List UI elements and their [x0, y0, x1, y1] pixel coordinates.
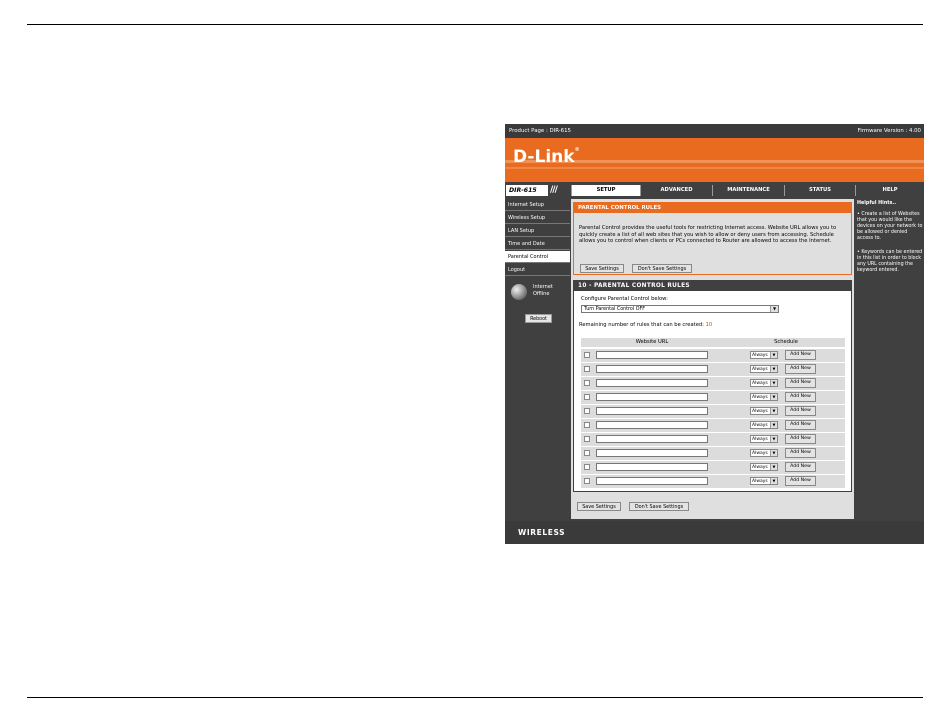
tab-maintenance[interactable]: MAINTENANCE — [712, 185, 784, 196]
main-nav — [505, 184, 924, 197]
model-slash-decoration: /// — [550, 185, 557, 195]
table-row — [581, 377, 845, 390]
model-badge: DIR-615 — [506, 185, 548, 196]
save-settings-button[interactable]: Save Settings — [580, 264, 624, 273]
table-row — [581, 363, 845, 376]
product-page-label: Product Page : DIR-615 — [509, 128, 571, 134]
sidebar-item-wireless-setup[interactable]: Wireless Setup — [505, 212, 570, 224]
schedule-select[interactable] — [750, 463, 778, 471]
website-url-input[interactable] — [596, 421, 708, 429]
sidebar — [505, 199, 570, 519]
schedule-value: Always — [752, 465, 768, 470]
rule-enable-checkbox[interactable] — [584, 366, 590, 372]
website-url-input[interactable] — [596, 407, 708, 415]
intro-section — [573, 202, 852, 275]
tab-help[interactable]: HELP — [855, 185, 924, 196]
configure-label: Configure Parental Control below: — [581, 296, 668, 302]
schedule-value: Always — [752, 367, 768, 372]
website-url-input[interactable] — [596, 435, 708, 443]
add-new-schedule-button[interactable]: Add New — [785, 462, 816, 472]
schedule-select[interactable] — [750, 449, 778, 457]
rule-enable-checkbox[interactable] — [584, 436, 590, 442]
sidebar-item-internet-setup[interactable]: Internet Setup — [505, 199, 570, 211]
schedule-select[interactable] — [750, 407, 778, 415]
rule-enable-checkbox[interactable] — [584, 352, 590, 358]
chevron-down-icon: ▼ — [770, 352, 777, 358]
sidebar-item-logout[interactable]: Logout — [505, 264, 570, 276]
add-new-schedule-button[interactable]: Add New — [785, 406, 816, 416]
router-admin-screenshot — [505, 124, 924, 544]
table-row — [581, 461, 845, 474]
top-bar — [505, 124, 924, 138]
column-header-url: Website URL — [635, 339, 669, 345]
main-content — [571, 199, 854, 519]
tab-status[interactable]: STATUS — [784, 185, 855, 196]
logo-registered-mark: ® — [574, 147, 580, 153]
schedule-select[interactable] — [750, 477, 778, 485]
hints-title: Helpful Hints.. — [857, 201, 897, 206]
rule-enable-checkbox[interactable] — [584, 380, 590, 386]
website-url-input[interactable] — [596, 393, 708, 401]
website-url-input[interactable] — [596, 365, 708, 373]
table-row — [581, 405, 845, 418]
schedule-value: Always — [752, 353, 768, 358]
add-new-schedule-button[interactable]: Add New — [785, 378, 816, 388]
table-row — [581, 475, 845, 488]
schedule-value: Always — [752, 409, 768, 414]
helpful-hints-panel — [855, 199, 924, 519]
rule-enable-checkbox[interactable] — [584, 478, 590, 484]
chevron-down-icon: ▼ — [770, 436, 777, 442]
website-url-input[interactable] — [596, 463, 708, 471]
rule-enable-checkbox[interactable] — [584, 450, 590, 456]
schedule-value: Always — [752, 381, 768, 386]
sidebar-item-time-and-date[interactable]: Time and Date — [505, 238, 570, 250]
sidebar-item-parental-control[interactable]: Parental Control — [505, 251, 570, 263]
remaining-rules-label: Remaining number of rules that can be created: — [579, 322, 704, 328]
dont-save-settings-bottom-button[interactable]: Don't Save Settings — [629, 502, 689, 511]
chevron-down-icon: ▼ — [770, 422, 777, 428]
schedule-select[interactable] — [750, 393, 778, 401]
chevron-down-icon: ▼ — [770, 394, 777, 400]
add-new-schedule-button[interactable]: Add New — [785, 448, 816, 458]
page-bottom-rule — [27, 697, 923, 698]
table-row — [581, 433, 845, 446]
table-row — [581, 349, 845, 362]
hint-text: • Create a list of Websites that you would like the devices on your network to be allowed or denied access to. — [857, 212, 923, 241]
parental-mode-select[interactable] — [581, 305, 779, 313]
schedule-select[interactable] — [750, 379, 778, 387]
chevron-down-icon: ▼ — [770, 464, 777, 470]
schedule-select[interactable] — [750, 365, 778, 373]
chevron-down-icon: ▼ — [770, 380, 777, 386]
hint-text: • Keywords can be entered in this list in order to block any URL containing the keyword entered. — [857, 250, 923, 273]
rules-section — [573, 280, 852, 492]
parental-mode-value: Turn Parental Control OFF — [584, 307, 646, 312]
firmware-version-label: Firmware Version : 4.00 — [857, 128, 921, 134]
remaining-rules-count: 10 — [705, 322, 713, 328]
section-title: PARENTAL CONTROL RULES — [574, 203, 851, 213]
add-new-schedule-button[interactable]: Add New — [785, 420, 816, 430]
section-description: Parental Control provides the useful tools for restricting Internet access. Website URL allows you to quickly create a list of all web sites that you wish to allow or deny users from accessing. Schedule allows you to control when clients or PCs connected to Router are allowed to access the Internet. — [579, 225, 837, 244]
add-new-schedule-button[interactable]: Add New — [785, 364, 816, 374]
schedule-value: Always — [752, 423, 768, 428]
schedule-value: Always — [752, 437, 768, 442]
table-header — [581, 338, 845, 347]
schedule-select[interactable] — [750, 351, 778, 359]
dont-save-settings-button[interactable]: Don't Save Settings — [632, 264, 692, 273]
table-row — [581, 447, 845, 460]
rules-title: 10 - PARENTAL CONTROL RULES — [574, 281, 851, 291]
chevron-down-icon: ▼ — [770, 408, 777, 414]
website-url-input[interactable] — [596, 477, 708, 485]
table-row — [581, 419, 845, 432]
brand-banner — [505, 138, 924, 182]
table-row — [581, 391, 845, 404]
globe-icon — [511, 284, 527, 300]
schedule-value: Always — [752, 479, 768, 484]
internet-status-value: Offline — [533, 291, 550, 297]
tab-setup[interactable]: SETUP — [571, 185, 640, 196]
website-url-input[interactable] — [596, 449, 708, 457]
wireless-brand: WIRELESS — [518, 528, 566, 537]
website-url-input[interactable] — [596, 379, 708, 387]
chevron-down-icon: ▼ — [770, 306, 778, 312]
column-header-schedule: Schedule — [774, 339, 798, 345]
add-new-schedule-button[interactable]: Add New — [785, 434, 816, 444]
page-top-rule — [27, 24, 923, 25]
save-settings-bottom-button[interactable]: Save Settings — [577, 502, 621, 511]
rule-enable-checkbox[interactable] — [584, 422, 590, 428]
rule-enable-checkbox[interactable] — [584, 464, 590, 470]
dlink-logo — [513, 147, 580, 167]
schedule-select[interactable] — [750, 421, 778, 429]
tab-advanced[interactable]: ADVANCED — [640, 185, 712, 196]
website-url-input[interactable] — [596, 351, 708, 359]
banner-stripe — [505, 167, 924, 169]
add-new-schedule-button[interactable]: Add New — [785, 392, 816, 402]
chevron-down-icon: ▼ — [770, 450, 777, 456]
schedule-value: Always — [752, 451, 768, 456]
chevron-down-icon: ▼ — [770, 366, 777, 372]
rule-enable-checkbox[interactable] — [584, 408, 590, 414]
schedule-value: Always — [752, 395, 768, 400]
add-new-schedule-button[interactable]: Add New — [785, 350, 816, 360]
sidebar-item-lan-setup[interactable]: LAN Setup — [505, 225, 570, 237]
internet-status — [533, 284, 553, 298]
logo-text: D-Link — [513, 147, 575, 167]
footer — [505, 521, 924, 544]
internet-status-line: Internet — [533, 284, 553, 290]
reboot-button[interactable]: Reboot — [525, 314, 552, 323]
schedule-select[interactable] — [750, 435, 778, 443]
rule-enable-checkbox[interactable] — [584, 394, 590, 400]
chevron-down-icon: ▼ — [770, 478, 777, 484]
remaining-rules — [579, 322, 712, 328]
add-new-schedule-button[interactable]: Add New — [785, 476, 816, 486]
